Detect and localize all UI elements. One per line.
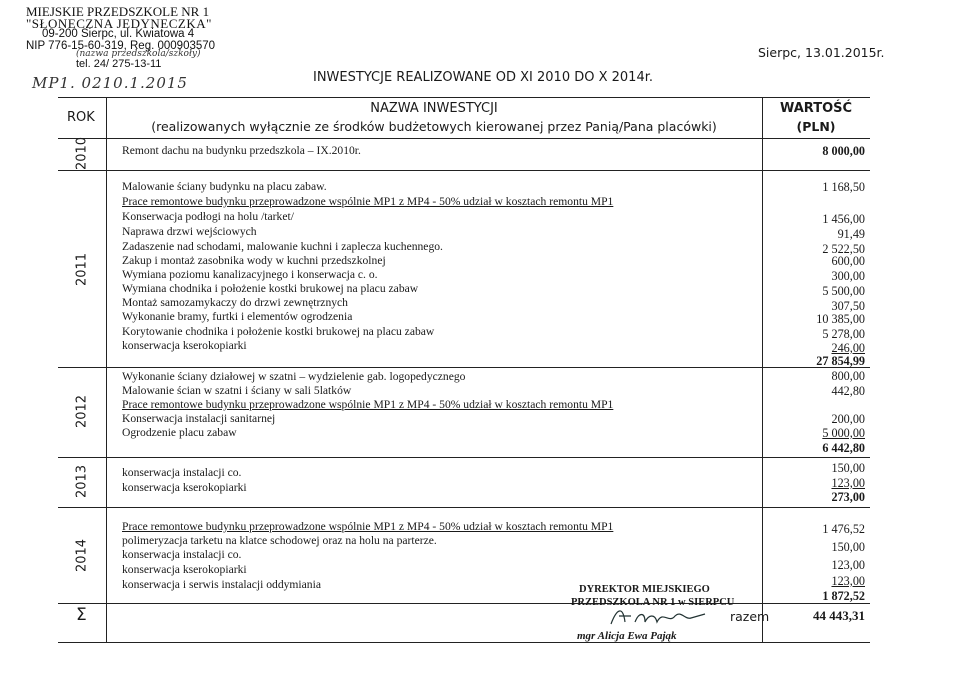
item-2014-2: polimeryzacja tarketu na klatce schodowej oraz na holu na parterze. (122, 534, 437, 547)
value-2011-11: 5 278,00 (822, 327, 865, 341)
value-2014-1: 1 476,52 (822, 522, 865, 536)
table-top-border (58, 97, 870, 98)
value-2012-4: 200,00 (831, 412, 865, 426)
value-2011-1: 1 168,50 (822, 180, 865, 194)
year-label-2011: 2011 (74, 252, 90, 287)
col-divider-value (762, 97, 763, 642)
header-bottom-border (58, 138, 870, 139)
sum-value: 44 443,31 (813, 608, 865, 623)
sum-symbol: Σ (76, 605, 87, 625)
col-header-year: ROK (67, 110, 95, 125)
item-2011-3: Konserwacja podłogi na holu /tarket/ (122, 210, 294, 223)
group-border-2011 (58, 367, 870, 368)
total-2014: 1 872,52 (822, 589, 865, 603)
group-border-2012 (58, 457, 870, 458)
item-2011-10: Wykonanie bramy, furtki i elementów ogrodzenia (122, 310, 353, 323)
value-2011-10: 10 385,00 (816, 312, 865, 326)
item-2013-1: konserwacja instalacji co. (122, 466, 242, 479)
item-2011-6: Zakup i montaż zasobnika wody w kuchni przedszkolnej (122, 254, 386, 267)
stamp-caption: (nazwa przedszkola/szkoły) (76, 49, 201, 59)
value-2011-5: 2 522,50 (822, 242, 865, 256)
stamp-line-address: 09-200 Sierpc, ul. Kwiatowa 4 (42, 28, 195, 40)
director-stamp-line2: PRZEDSZKOLA NR 1 w SIERPCU (571, 597, 735, 608)
value-2014-4: 123,00 (831, 574, 865, 588)
item-2014-4: konserwacja kserokopiarki (122, 563, 247, 576)
handwritten-reference: MP1. 0210.1.2015 (32, 74, 188, 92)
group-border-2014 (58, 603, 870, 604)
year-label-2014: 2014 (74, 538, 90, 573)
value-2012-5: 5 000,00 (822, 426, 865, 440)
stamp-line-name: MIEJSKIE PRZEDSZKOLE NR 1 (26, 4, 210, 19)
col-header-name (106, 101, 762, 134)
col-divider-year (106, 97, 107, 642)
total-2013: 273,00 (831, 490, 865, 504)
item-2013-2: konserwacja kserokopiarki (122, 481, 247, 494)
item-2014-3: konserwacja instalacji co. (122, 548, 242, 561)
item-2012-1: Wykonanie ściany działowej w szatni – wydzielenie gab. logopedycznego (122, 370, 466, 383)
item-2011-11: Korytowanie chodnika i położenie kostki brukowej na placu zabaw (122, 325, 435, 338)
item-2010-1: Remont dachu na budynku przedszkola – IX.2010r. (122, 144, 361, 157)
col-header-name-title: NAZWA INWESTYCJI (370, 101, 498, 116)
value-2011-4: 91,49 (837, 227, 865, 241)
item-2011-1: Malowanie ściany budynku na placu zabaw. (122, 180, 327, 193)
col-header-value (762, 101, 870, 134)
value-2011-3: 1 456,00 (822, 212, 865, 226)
value-2011-8: 5 500,00 (822, 284, 865, 298)
year-label-2012: 2012 (74, 394, 90, 429)
col-header-value-title: WARTOŚĆ (779, 101, 853, 116)
value-2014-2: 150,00 (831, 540, 865, 554)
value-2012-2: 442,80 (831, 384, 865, 398)
value-2013-2: 123,00 (831, 476, 865, 490)
item-2011-12: konserwacja kserokopiarki (122, 339, 247, 352)
item-2011-8: Wymiana chodnika i położenie kostki brukowej na placu zabaw (122, 282, 419, 295)
item-2012-5: Ogrodzenie placu zabaw (122, 426, 237, 439)
value-2014-3: 123,00 (831, 558, 865, 572)
value-2011-6: 600,00 (831, 254, 865, 268)
item-2012-2: Malowanie ścian w szatni i ściany w sali 5latków (122, 384, 352, 397)
item-2012-3: Prace remontowe budynku przeprowadzone wspólnie MP1 z MP4 - 50% udział w kosztach remontu MP1 (122, 398, 614, 411)
col-header-value-subtitle: (PLN) (796, 119, 836, 134)
item-2011-4: Naprawa drzwi wejściowych (122, 225, 257, 238)
value-2011-9: 307,50 (831, 299, 865, 313)
table-bottom-border (58, 642, 870, 643)
col-header-name-subtitle: (realizowanych wyłącznie ze środków budżetowych kierowanej przez Panią/Pana placówki) (151, 119, 717, 134)
year-label-2013: 2013 (74, 464, 90, 499)
document-date: Sierpc, 13.01.2015r. (758, 45, 885, 60)
total-2011: 27 854,99 (816, 354, 865, 368)
item-2011-7: Wymiana poziomu kanalizacyjnego i konserwacja c. o. (122, 268, 378, 281)
director-name: mgr Alicja Ewa Pająk (577, 630, 677, 642)
stamp-line-nickname: "SŁONECZNA JEDYNECZKA" (26, 15, 212, 31)
item-2011-5: Zadaszenie nad schodami, malowanie kuchni i zaplecza kuchennego. (122, 240, 443, 253)
value-2013-1: 150,00 (831, 461, 865, 475)
group-border-2013 (58, 507, 870, 508)
institution-stamp (26, 6, 215, 52)
stamp-line-nip: NIP 776-15-60-319, Reg. 000903570 (26, 39, 216, 52)
item-2012-4: Konserwacja instalacji sanitarnej (122, 412, 276, 425)
page-title: INWESTYCJE REALIZOWANE OD XI 2010 DO X 2014r. (313, 70, 654, 85)
group-border-2010 (58, 170, 870, 171)
item-2014-5: konserwacja i serwis instalacji oddymiania (122, 578, 321, 591)
sum-label: razem (730, 609, 770, 624)
total-2012: 6 442,80 (822, 441, 865, 455)
item-2011-2: Prace remontowe budynku przeprowadzone wspólnie MP1 z MP4 - 50% udział w kosztach remontu MP1 (122, 195, 614, 208)
director-stamp-line1: DYREKTOR MIEJSKIEGO (579, 584, 710, 595)
value-2012-1: 800,00 (831, 369, 865, 383)
value-2011-7: 300,00 (831, 269, 865, 283)
handwritten-signature (605, 604, 725, 630)
item-2011-9: Montaż samozamykaczy do drzwi zewnętrznych (122, 296, 348, 309)
value-2010-1: 8 000,00 (822, 144, 865, 158)
year-label-2010: 2010 (74, 136, 90, 171)
stamp-line-phone: tel. 24/ 275-13-11 (76, 58, 162, 70)
item-2014-1: Prace remontowe budynku przeprowadzone wspólnie MP1 z MP4 - 50% udział w kosztach remontu MP1 (122, 520, 614, 533)
value-2011-12: 246,00 (831, 341, 865, 355)
